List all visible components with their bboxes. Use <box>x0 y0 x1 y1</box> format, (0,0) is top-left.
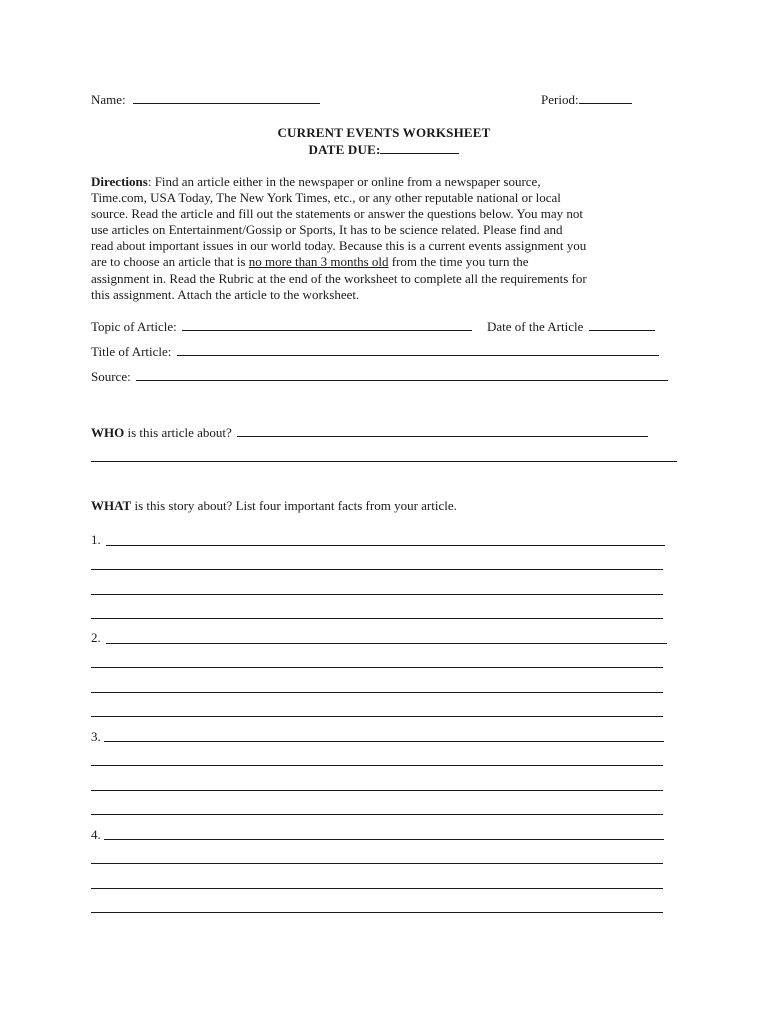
directions-label: Directions <box>91 174 148 189</box>
date-due-blank[interactable] <box>380 142 459 154</box>
article-date-blank[interactable] <box>589 319 655 331</box>
who-blank[interactable] <box>237 425 648 437</box>
fact-3-line-2[interactable] <box>91 765 663 766</box>
directions-paragraph: Directions: Find an article either in the newspaper or online from a newspaper source, Time.com, USA Today, The New York Times, etc., or any other reputable national or local source. Read the article and fill out the statements or answer the questions below. You may not use articles on Entertainment/Gossip or Sports, It has to be science related. Please find and read about important issues in our world today. Because this is a current events assignment you are to choose an article that is no more than 3 months old from the time you turn the assignment in. Read the Rubric at the end of the worksheet to complete all the requirements for this assignment. Attach the article to the worksheet. <box>91 174 587 302</box>
fact-4-line-2[interactable] <box>91 863 663 864</box>
what-row <box>91 498 676 514</box>
what-question: is this story about? List four important facts from your article. <box>131 498 457 513</box>
source-blank[interactable] <box>136 369 668 381</box>
article-title-label: Title of Article: <box>91 344 172 359</box>
article-title-blank[interactable] <box>177 344 659 356</box>
article-date-label: Date of the Article <box>487 319 584 334</box>
fact-2-line-4[interactable] <box>91 716 663 717</box>
topic-label: Topic of Article: <box>91 319 177 334</box>
period-blank[interactable] <box>579 92 632 104</box>
fact-2-number: 2. <box>91 630 101 645</box>
article-title-row <box>91 344 676 360</box>
name-blank[interactable] <box>133 92 320 104</box>
fact-4-line-3[interactable] <box>91 888 663 889</box>
fact-1-line-3[interactable] <box>91 594 663 595</box>
source-label: Source: <box>91 369 131 384</box>
fact-4-line-4[interactable] <box>91 912 663 913</box>
fact-3-line-1[interactable] <box>104 741 664 742</box>
what-label: WHAT <box>91 498 132 513</box>
who-row <box>91 425 676 441</box>
date-due-row <box>0 142 768 158</box>
fact-1-line-1[interactable] <box>106 545 665 546</box>
fact-4-line-1[interactable] <box>104 839 664 840</box>
period-label: Period: <box>541 92 579 107</box>
fact-2-line-1[interactable] <box>106 643 667 644</box>
name-label: Name: <box>91 92 126 107</box>
worksheet-title: CURRENT EVENTS WORKSHEET <box>277 125 491 140</box>
topic-blank[interactable] <box>182 319 472 331</box>
who-question: is this article about? <box>124 425 232 440</box>
fact-3-line-4[interactable] <box>91 814 663 815</box>
article-date-row <box>487 319 667 335</box>
date-due-label: DATE DUE: <box>308 142 381 157</box>
fact-3-number: 3. <box>91 729 101 744</box>
fact-4-number: 4. <box>91 827 101 842</box>
fact-2-line-3[interactable] <box>91 692 663 693</box>
three-months-emphasis: no more than 3 months old <box>248 254 389 270</box>
fact-1-line-2[interactable] <box>91 569 663 570</box>
fact-3-line-3[interactable] <box>91 790 663 791</box>
period-row <box>541 92 651 108</box>
fact-2-line-2[interactable] <box>91 667 663 668</box>
who-answer-line[interactable] <box>91 461 677 462</box>
fact-1-line-4[interactable] <box>91 618 663 619</box>
who-label: WHO <box>91 425 125 440</box>
fact-1-number: 1. <box>91 532 101 547</box>
source-row <box>91 369 676 385</box>
